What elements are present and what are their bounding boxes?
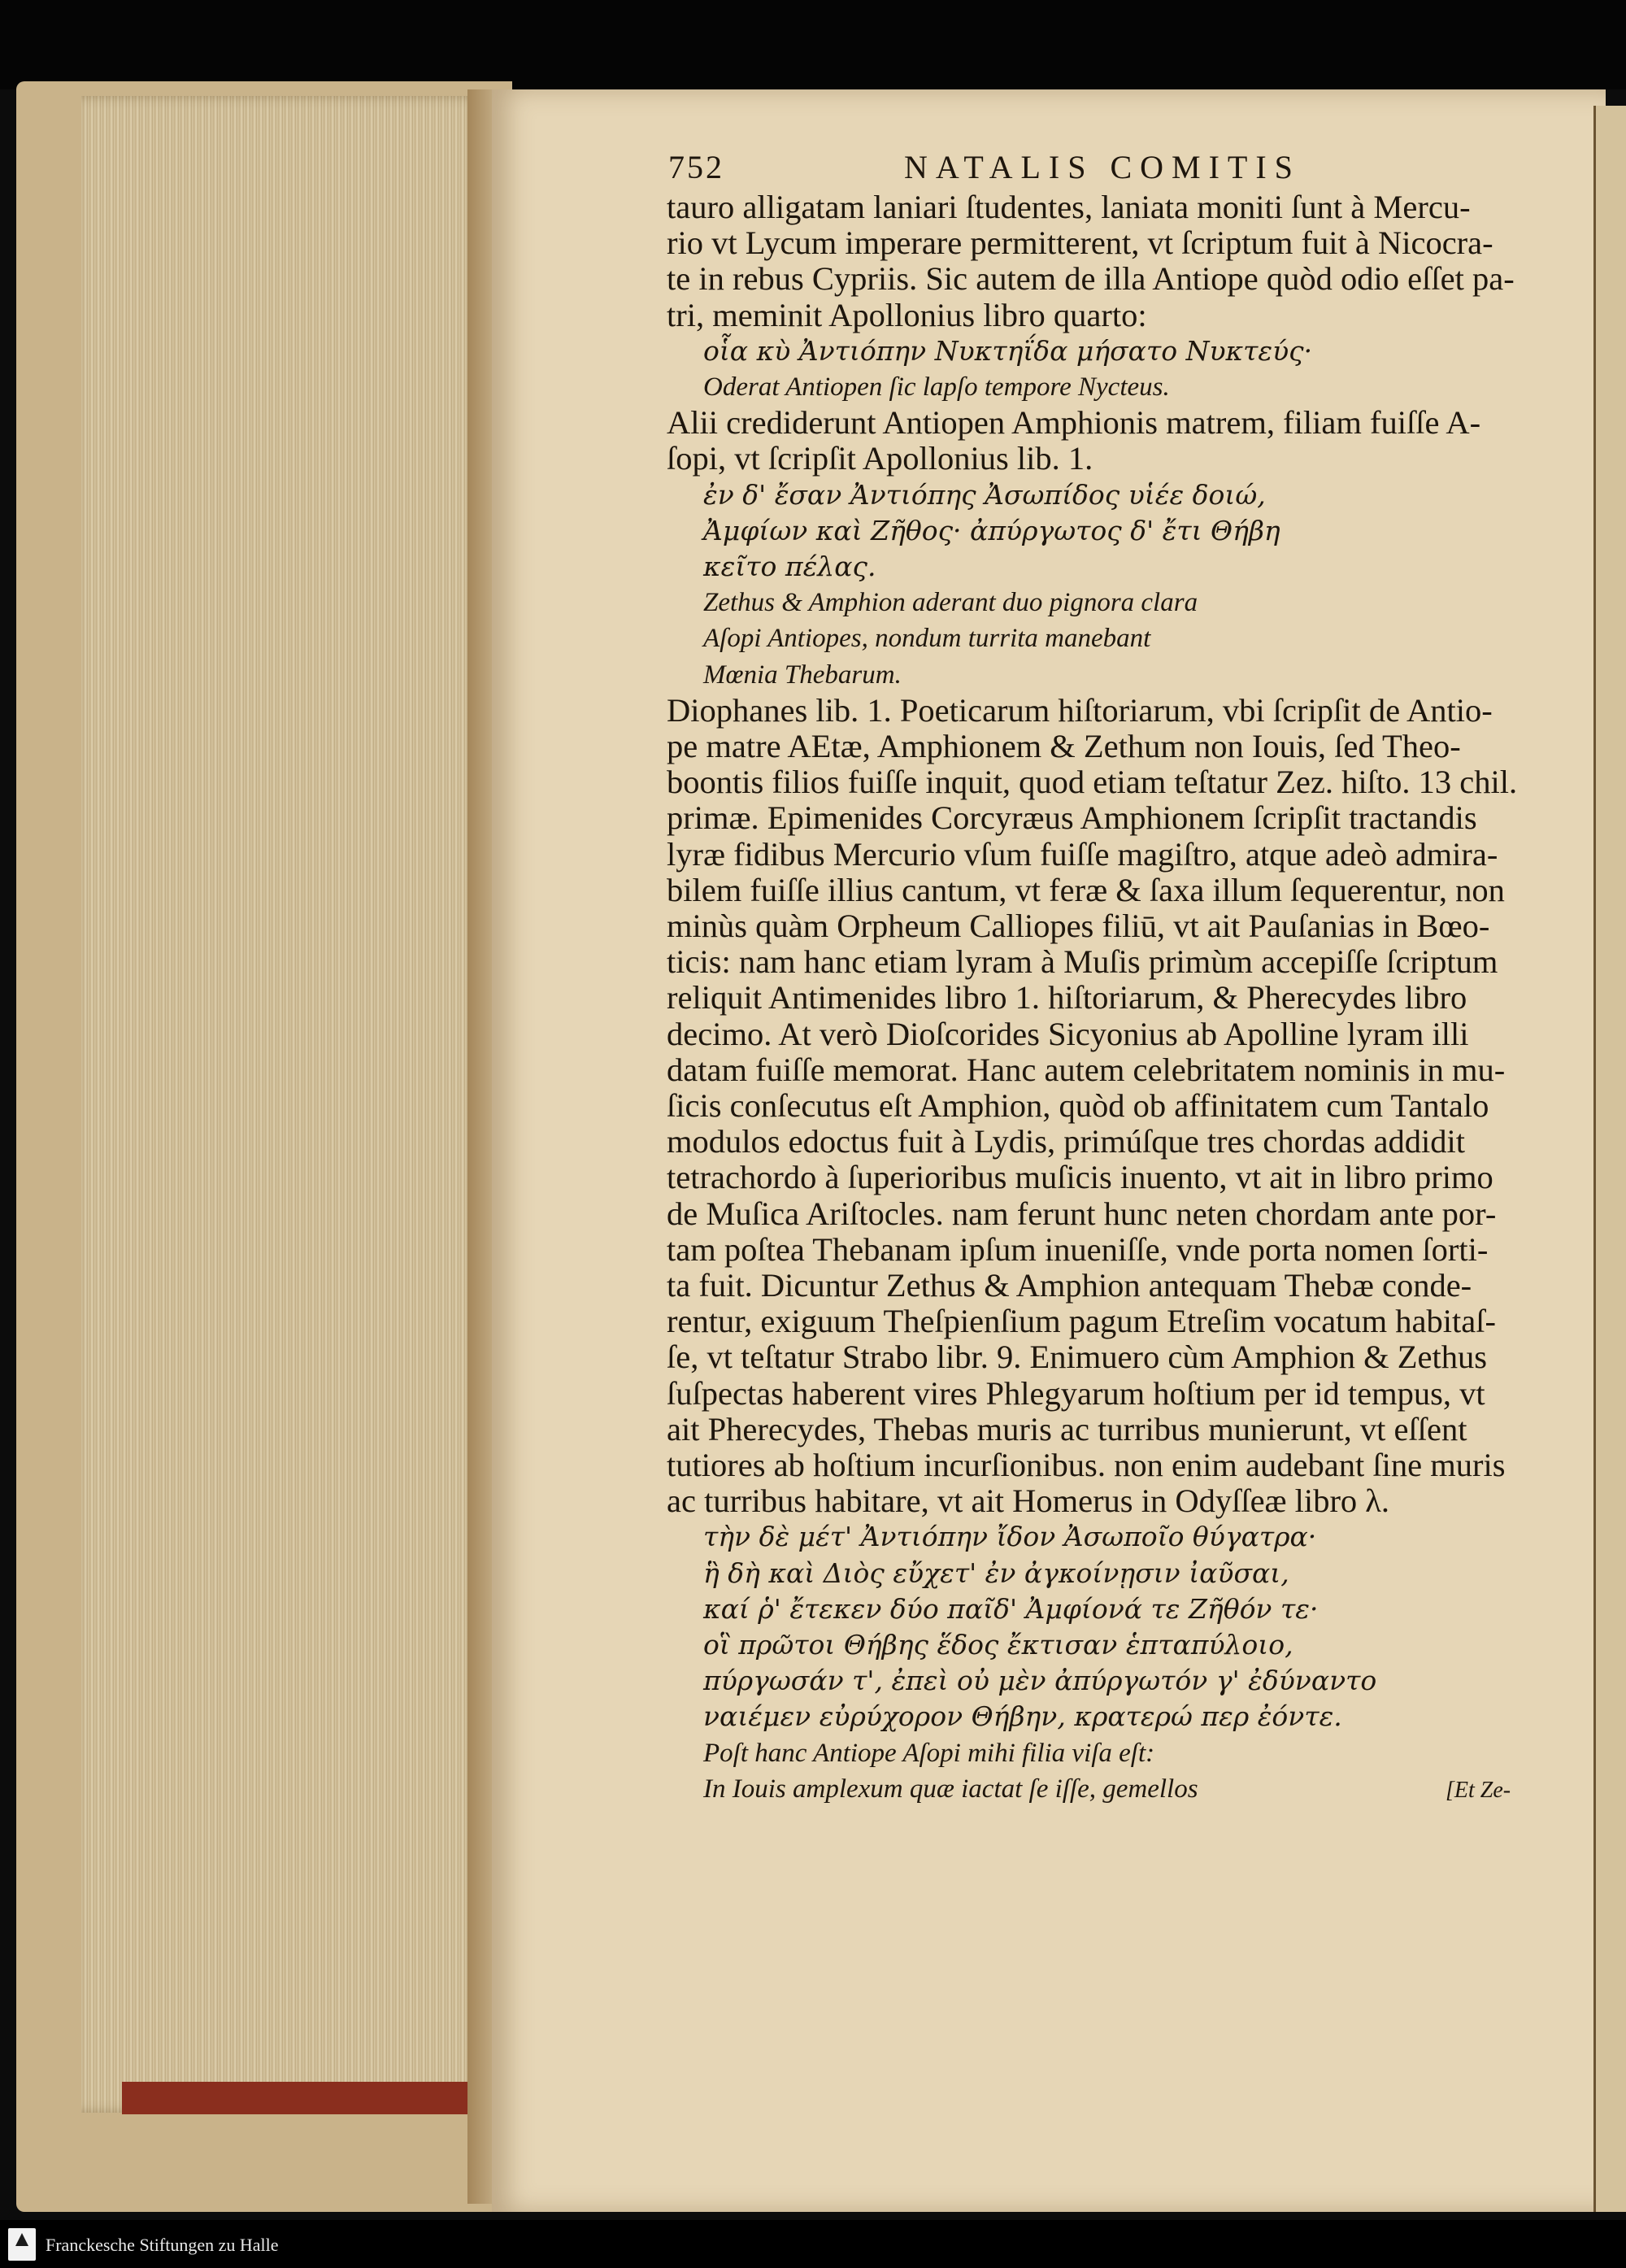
text-line: tutiores ab hoſtium incurſionibus. non enim audebant ſine muris xyxy=(667,1447,1506,1483)
greek-verse-line: ἣ δὴ καὶ Διὸς εὔχετ' ἐν ἀγκοίνῃσιν ἰαῦσαι, xyxy=(703,1556,1289,1589)
text-line: rentur, exiguum Theſpienſium pagum Etreſim vocatum habitaſ- xyxy=(667,1303,1496,1340)
greek-verse-line: καί ῥ' ἔτεκεν δύο παῖδ' Ἀμφίονά τε Ζῆθόν τε· xyxy=(703,1592,1319,1625)
catchword: [Et Ze- xyxy=(1446,1778,1511,1803)
text-line: bilem fuiſſe illius cantum, vt feræ & ſaxa illum ſequerentur, non xyxy=(667,871,1505,908)
text-line: ſe, vt teſtatur Strabo libr. 9. Enimuero cùm Amphion & Zethus xyxy=(667,1339,1487,1376)
text-line: tri, meminit Apollonius libro quarto: xyxy=(667,296,1147,333)
latin-verse-line: Oderat Antiopen ſic lapſo tempore Nycteus. xyxy=(703,372,1170,402)
greek-verse-line: οἷα κὺ Ἀντιόπην Νυκτηΐδα μήσατο Νυκτεύς· xyxy=(703,334,1313,367)
text-line: modulos edoctus fuit à Lydis, primúſque tres chordas addidit xyxy=(667,1123,1465,1160)
text-line: ait Pherecydes, Thebas muris ac turribus munierunt, vt eſſent xyxy=(667,1410,1467,1447)
latin-verse-line: Mœnia Thebarum. xyxy=(703,660,902,690)
text-line: decimo. At verò Dioſcorides Sicyonius ab Apolline lyram illi xyxy=(667,1015,1469,1052)
text-line: primæ. Epimenides Corcyræus Amphionem ſcripſit tractandis xyxy=(667,799,1477,837)
facing-page-edge xyxy=(1593,106,1626,2212)
text-line: ſuſpectas haberent vires Phlegyarum hoſtium per id tempus, vt xyxy=(667,1374,1485,1412)
latin-verse-line: In Iouis amplexum quæ iactat ſe iſſe, gemellos xyxy=(703,1774,1198,1804)
latin-verse-line: Aſopi Antiopes, nondum turrita manebant xyxy=(703,624,1151,654)
text-line: ac turribus habitare, vt ait Homerus in Odyſſeæ libro λ. xyxy=(667,1482,1390,1520)
text-line: ticis: nam hanc etiam lyram à Muſis primùm accepiſſe ſcriptum xyxy=(667,943,1498,981)
text-line: boontis filios fuiſſe inquit, quod etiam teſtatur Zez. hiſto. 13 chil. xyxy=(667,764,1518,801)
text-line: minùs quàm Orpheum Calliopes filiū, vt ait Pauſanias in Bœo- xyxy=(667,908,1490,944)
footer-credit: Franckesche Stiftungen zu Halle xyxy=(46,2235,279,2255)
text-line: Alii crediderunt Antiopen Amphionis matrem, filiam fuiſſe A- xyxy=(667,404,1481,442)
text-line: rio vt Lycum imperare permitterent, vt ſcriptum fuit à Nicocra- xyxy=(667,224,1493,262)
text-line: tetrachordo à ſuperioribus muſicis inuento, vt ait in libro primo xyxy=(667,1159,1493,1196)
text-line: tauro alligatam laniari ſtudentes, laniata moniti ſunt à Mercu- xyxy=(667,189,1471,225)
text-line: te in rebus Cypriis. Sic autem de illa Antiope quòd odio eſſet pa- xyxy=(667,260,1515,298)
page-number: 752 xyxy=(668,149,724,185)
greek-verse-line: Ἀμφίων καὶ Ζῆθος· ἀπύργωτος δ' ἔτι Θήβη xyxy=(703,514,1280,546)
text-line: ſopi, vt ſcripſit Apollonius lib. 1. xyxy=(667,440,1093,477)
text-line: ta fuit. Dicuntur Zethus & Amphion antequam Thebæ conde- xyxy=(667,1267,1472,1304)
text-line: reliquit Antimenides libro 1. hiſtoriarum, & Pherecydes libro xyxy=(667,979,1467,1016)
scan-background xyxy=(0,0,1626,89)
book-edge-red xyxy=(122,2082,504,2114)
institution-logo-icon xyxy=(8,2228,36,2261)
text-line: pe matre AEtæ, Amphionem & Zethum non Iouis, ſed Theo- xyxy=(667,728,1461,764)
greek-verse-line: πύργωσάν τ', ἐπεὶ οὐ μὲν ἀπύργωτόν γ' ἐδύναντο xyxy=(703,1665,1377,1697)
running-head xyxy=(668,148,1563,190)
greek-verse-line: οἳ πρῶτοι Θήβης ἕδος ἔκτισαν ἑπταπύλοιο, xyxy=(703,1629,1293,1661)
latin-verse-line: Zethus & Amphion aderant duo pignora clara xyxy=(703,588,1198,618)
greek-verse-line: ἐν δ' ἔσαν Ἀντιόπης Ἀσωπίδος υἱέε δοιώ, xyxy=(703,478,1266,511)
page-stack-edge xyxy=(81,96,484,2113)
text-line: de Muſica Ariſtocles. nam ferunt hunc neten chordam ante por- xyxy=(667,1195,1497,1232)
text-line: lyræ fidibus Mercurio vſum fuiſſe magiſtro, atque adeò admira- xyxy=(667,835,1498,873)
text-line: ſicis conſecutus eſt Amphion, quòd ob affinitatem cum Tantalo xyxy=(667,1087,1489,1124)
greek-verse-line: ναιέμεν εὐρύχορον Θήβην, κρατερώ περ ἐόντε. xyxy=(703,1700,1342,1733)
text-line: Diophanes lib. 1. Poeticarum hiſtoriarum, vbi ſcripſit de Antio- xyxy=(667,691,1493,729)
running-title: NATALIS COMITIS xyxy=(904,149,1301,185)
greek-verse-line: κεῖτο πέλας. xyxy=(703,551,876,582)
text-line: datam fuiſſe memorat. Hanc autem celebritatem nominis in mu- xyxy=(667,1051,1506,1088)
text-line: tam poſtea Thebanam ipſum inueniſſe, vnde porta nomen ſorti- xyxy=(667,1230,1489,1268)
latin-verse-line: Poſt hanc Antiope Aſopi mihi filia viſa eſt: xyxy=(703,1738,1155,1768)
greek-verse-line: τὴν δὲ μέτ' Ἀντιόπην ἴδον Ἀσωποῖο θύγατρα· xyxy=(703,1521,1317,1553)
